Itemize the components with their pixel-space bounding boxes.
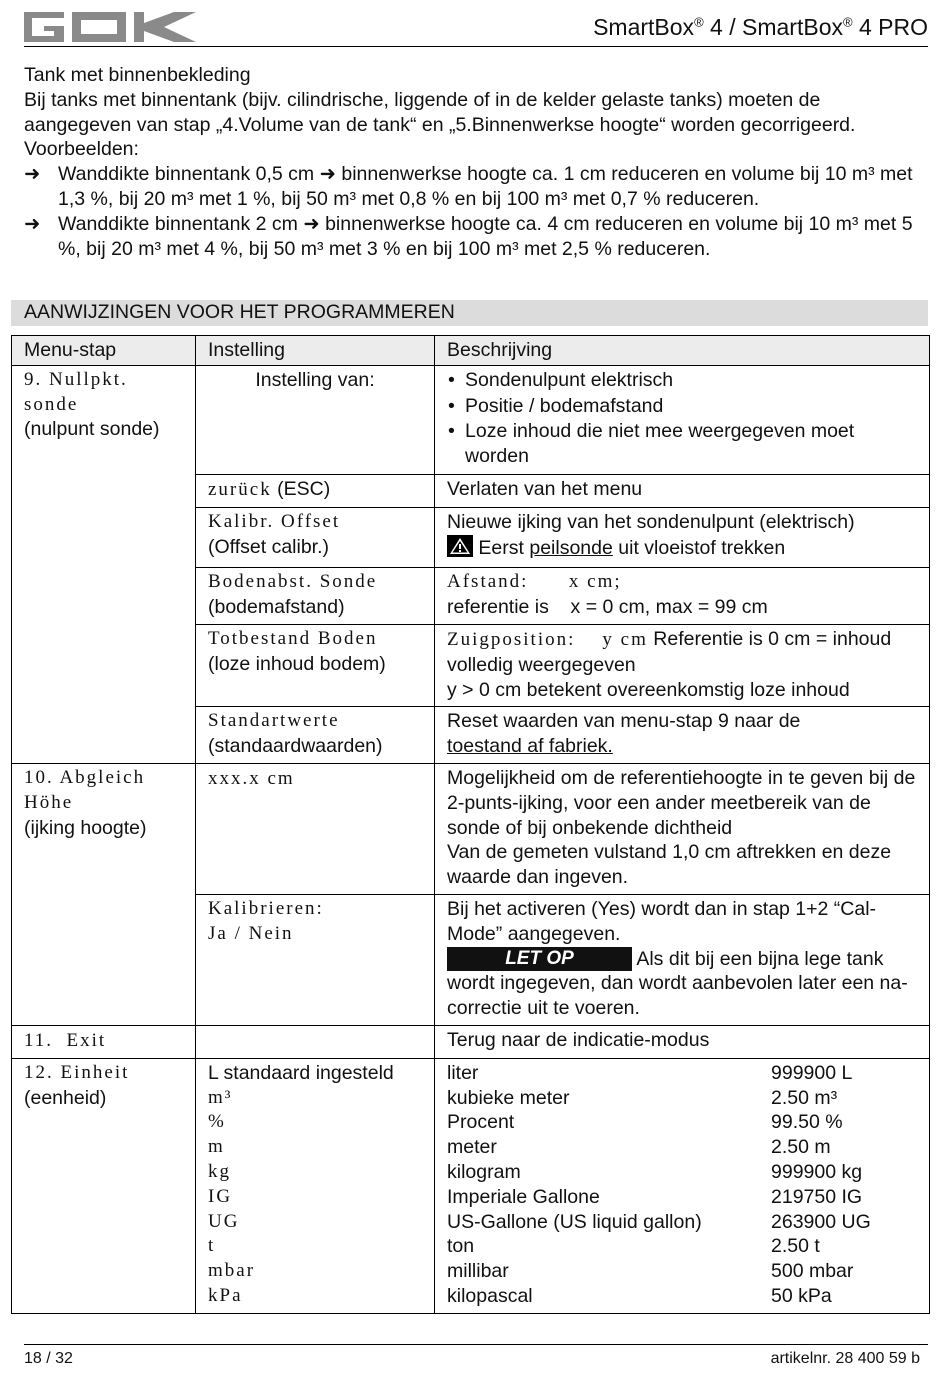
intro-bullet: ➜ Wanddikte binnentank 0,5 cm ➜ binnenwerkse hoogte ca. 1 cm reduceren en volume bij 10 m³ met 1,3 %, bij 20 m³ met 1 %, bij 50 m³ met 0,8 % en bij 100 m³ met 0,7 % reduceren.	[24, 163, 913, 210]
unit-row: kubieke meter 2.50 m³	[447, 1086, 838, 1109]
setting-cell: xxx.x cm	[196, 763, 435, 894]
unit-row: liter 999900 L	[447, 1061, 853, 1084]
menu-step-cell: 12. Einheit (eenheid)	[12, 1058, 196, 1313]
setting-cell: Kalibr. Offset (Offset calibr.)	[196, 507, 435, 568]
setting-cell	[196, 1025, 435, 1058]
unit-row: US-Gallone (US liquid gallon) 263900 UG	[447, 1210, 871, 1233]
intro-section	[24, 63, 924, 261]
menu-step-cell: 9. Nullpkt. sonde (nulpunt sonde)	[12, 365, 196, 763]
table-row	[12, 763, 930, 894]
page-number: 18 / 32	[24, 1350, 73, 1367]
column-header: Menu-stap	[12, 336, 196, 366]
article-number: artikelnr. 28 400 59 b	[770, 1350, 920, 1367]
table-row	[12, 365, 930, 474]
description-cell: Nieuwe ijking van het sondenulpunt (elektrisch) Eerst peilsonde uit vloeistof trekken	[435, 507, 930, 568]
description-cell	[435, 1058, 930, 1313]
intro-heading: Tank met binnenbekleding	[24, 64, 251, 86]
menu-step-cell: 11. Exit	[12, 1025, 196, 1058]
setting-cell: zurück (ESC)	[196, 474, 435, 507]
page-footer	[24, 1344, 928, 1367]
programming-table	[11, 335, 930, 1314]
gok-logo	[24, 10, 199, 49]
unit-row: kilopascal 50 kPa	[447, 1284, 832, 1307]
document-title: SmartBox® 4 / SmartBox® 4 PRO	[593, 14, 928, 40]
setting-cell: L standaard ingesteld m³ % m kg IG UG t mbar kPa	[196, 1058, 435, 1313]
unit-row: ton 2.50 t	[447, 1235, 820, 1258]
column-header: Instelling	[196, 336, 435, 366]
unit-row: Imperiale Gallone 219750 IG	[447, 1185, 863, 1208]
description-cell: Bij het activeren (Yes) wordt dan in stap 1+2 “Cal-Mode” aangegeven. LET OP Als dit bij een bijna lege tank wordt ingegeven, dan wordt aanbevolen later een na-correctie uit te voeren.	[435, 894, 930, 1025]
setting-cell: Standartwerte (standaardwaarden)	[196, 707, 435, 764]
unit-row: Procent 99.50 %	[447, 1111, 843, 1134]
caution-label: LET OP	[447, 947, 632, 971]
warning-icon	[447, 535, 473, 564]
setting-cell: Totbestand Boden (loze inhoud bodem)	[196, 624, 435, 706]
intro-paragraph: Bij tanks met binnentank (bijv. cilindrische, liggende of in de kelder gelaste tanks) moeten de aangegeven van stap „4.Volume van de tank“ en „5.Binnenwerkse hoogte“ worden gecorrigeerd. Voorbeelden:	[24, 88, 856, 161]
table-row	[12, 1058, 930, 1313]
arrow-icon: ➜	[24, 163, 41, 186]
intro-bullet: ➜ Wanddikte binnentank 2 cm ➜ binnenwerkse hoogte ca. 4 cm reduceren en volume bij 10 m³ met 5 %, bij 20 m³ met 4 %, bij 50 m³ met 3 % en bij 100 m³ met 2,5 % reduceren.	[24, 212, 913, 260]
arrow-icon: ➜	[24, 212, 41, 235]
section-title: AANWIJZINGEN VOOR HET PROGRAMMEREN	[24, 301, 455, 323]
menu-step-cell: 10. Abgleich Höhe (ijking hoogte)	[12, 763, 196, 1025]
setting-cell: Instelling van:	[196, 365, 435, 474]
setting-cell: Kalibrieren: Ja / Nein	[196, 894, 435, 1025]
list-item: • Positie / bodemafstand	[447, 394, 917, 419]
description-cell: Mogelijkheid om de referentiehoogte in te geven bij de 2-punts-ijking, voor een ander meetbereik van de sonde of bij onbekende dichtheid Van de gemeten vulstand 1,0 cm aftrekken en deze waarde dan ingeven.	[435, 763, 930, 894]
table-header-row	[12, 336, 930, 366]
section-heading-bar	[11, 300, 928, 326]
description-cell: Terug naar de indicatie-modus	[435, 1025, 930, 1058]
description-cell: Afstand: x cm; referentie is x = 0 cm, max = 99 cm	[435, 568, 930, 625]
unit-row: millibar 500 mbar	[447, 1260, 854, 1283]
list-item: • Loze inhoud die niet mee weergegeven moet worden	[447, 419, 917, 469]
setting-cell: Bodenabst. Sonde (bodemafstand)	[196, 568, 435, 625]
column-header: Beschrijving	[435, 336, 930, 366]
page-header	[24, 6, 928, 47]
unit-row: kilogram 999900 kg	[447, 1160, 863, 1183]
description-cell	[435, 365, 930, 474]
description-cell: Verlaten van het menu	[435, 474, 930, 507]
description-cell: Reset waarden van menu-stap 9 naar de toestand af fabriek.	[435, 707, 930, 764]
unit-row: meter 2.50 m	[447, 1136, 831, 1159]
table-row	[12, 1025, 930, 1058]
list-item: • Sondenulpunt elektrisch	[447, 368, 917, 393]
description-cell: Zuigposition: y cm Referentie is 0 cm = inhoud volledig weergegeven y > 0 cm betekent overeenkomstig loze inhoud	[435, 624, 930, 706]
